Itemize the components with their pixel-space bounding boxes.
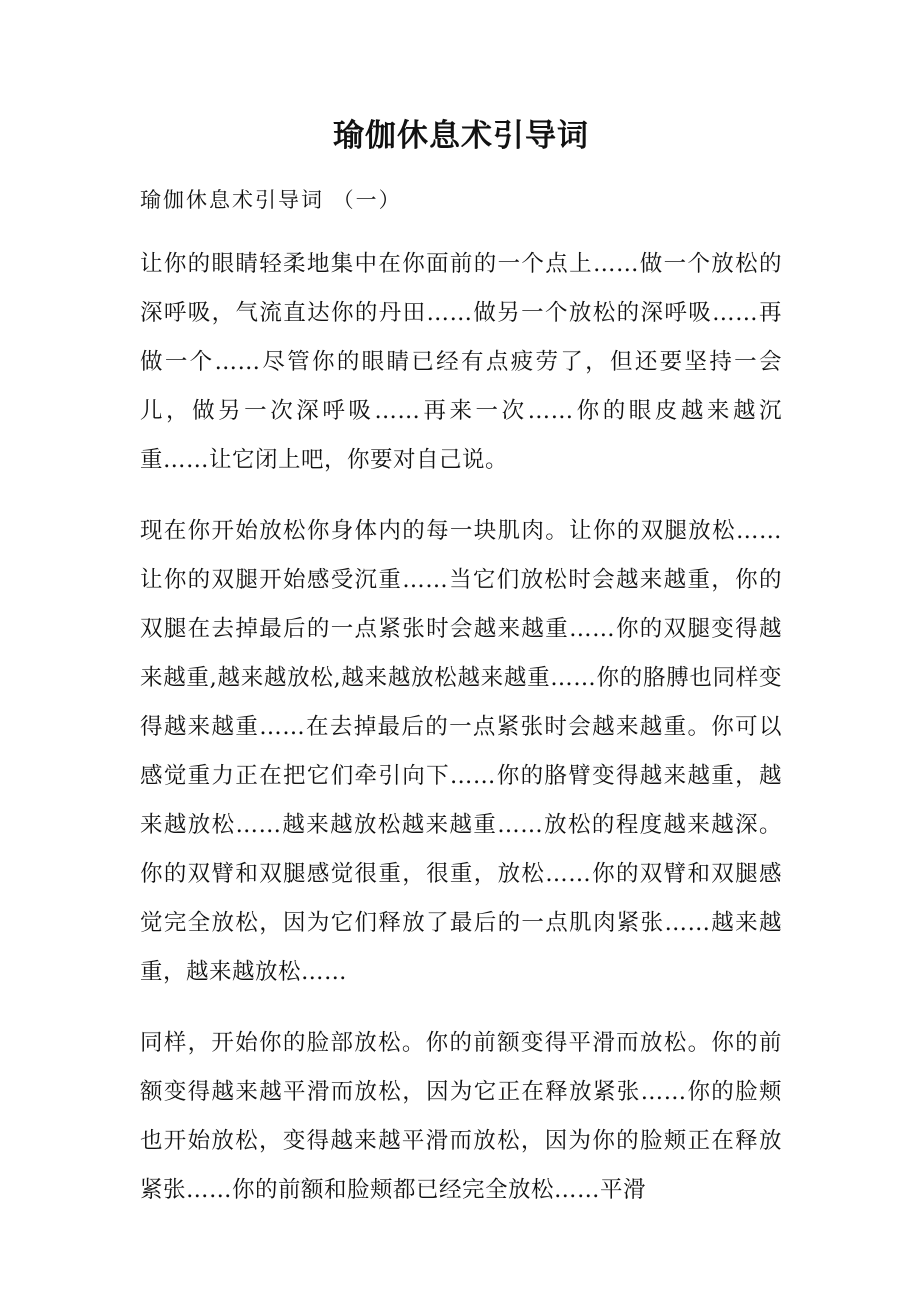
- paragraph-face-relax: 同样，开始你的脸部放松。你的前额变得平滑而放松。你的前额变得越来越平滑而放松，因为它正在释放紧张……你的脸颊也开始放松，变得越来越平滑而放松，因为你的脸颊正在释放紧张……你的前额和脸颊都已经完全放松……平滑: [140, 1030, 782, 1203]
- document-page: [140, 110, 782, 1215]
- paragraph-eyes-breathing: 让你的眼睛轻柔地集中在你面前的一个点上……做一个放松的深呼吸，气流直达你的丹田……做另一个放松的深呼吸……再做一个……尽管你的眼睛已经有点疲劳了，但还要坚持一会儿，做另一次深呼吸……再来一次……你的眼皮越来越沉重……让它闭上吧，你要对自己说。: [140, 251, 782, 473]
- section-heading: 瑜伽休息术引导词 （一）: [140, 188, 402, 212]
- document-title: 瑜伽休息术引导词: [333, 118, 589, 154]
- paragraph-limbs-relax: 现在你开始放松你身体内的每一块肌肉。让你的双腿放松……让你的双腿开始感受沉重……当它们放松时会越来越重，你的双腿在去掉最后的一点紧张时会越来越重……你的双腿变得越来越重,越来越放松,越来越放松越来越重……你的胳膊也同样变得越来越重……在去掉最后的一点紧张时会越来越重。你可以感觉重力正在把它们牵引向下……你的胳臂变得越来越重，越来越放松……越来越放松越来越重……放松的程度越来越深。你的双臂和双腿感觉很重，很重，放松……你的双臂和双腿感觉完全放松，因为它们释放了最后的一点肌肉紧张……越来越重，越来越放松……: [140, 518, 782, 985]
